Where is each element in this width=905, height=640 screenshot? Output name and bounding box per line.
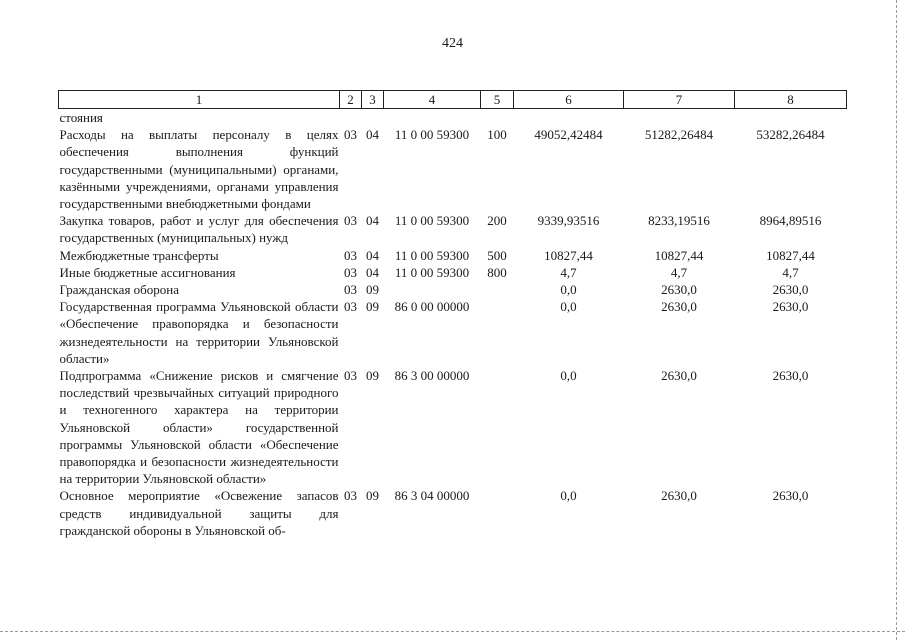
row-target-article: 86 3 04 00000 — [394, 488, 470, 504]
row-expense-type — [481, 281, 514, 298]
row-amount-year1: 0,0 — [560, 488, 577, 504]
row-amount-year2: 2630,0 — [661, 368, 697, 384]
row-amount-year1: 0,0 — [560, 299, 577, 315]
row-subsection-code: 04 — [366, 213, 379, 229]
row-description: стояния — [59, 110, 103, 125]
row-section-code: 03 — [344, 264, 357, 280]
row-target-article: 11 0 00 59300 — [394, 264, 470, 280]
table-row — [59, 126, 847, 212]
row-description: Иные бюджетные ассигнования — [59, 264, 236, 280]
scan-edge-bottom — [0, 630, 905, 632]
row-expense-type: 100 — [487, 127, 507, 143]
row-amount-year3: 8964,89516 — [759, 213, 822, 229]
row-section-code: 03 — [344, 127, 357, 143]
row-subsection-code: 09 — [366, 368, 379, 384]
row-target-article: 11 0 00 59300 — [394, 247, 470, 263]
row-subsection-code: 04 — [366, 264, 379, 280]
table-row — [59, 367, 847, 487]
row-target-article — [384, 281, 481, 298]
row-amount-year3: 2630,0 — [772, 299, 809, 315]
row-section-code: 03 — [344, 368, 357, 384]
row-description: Основное мероприятие «Освежение запасов средств индивидуальной защиты для гражданской обороны в Ульяновской об- — [59, 488, 339, 538]
row-amount-year3 — [735, 109, 847, 127]
row-amount-year2: 4,7 — [670, 264, 688, 280]
scan-edge-right — [895, 0, 897, 640]
row-description: Гражданская оборона — [59, 282, 180, 298]
row-amount-year3: 10827,44 — [766, 247, 815, 263]
col-header-8: 8 — [735, 91, 847, 109]
row-subsection-code — [362, 109, 384, 127]
row-subsection-code: 09 — [366, 488, 379, 504]
row-section-code: 03 — [344, 282, 357, 298]
table-body — [59, 109, 847, 540]
row-amount-year2: 8233,19516 — [648, 213, 710, 229]
row-target-article — [384, 109, 481, 127]
row-target-article: 11 0 00 59300 — [394, 127, 470, 143]
row-amount-year1: 4,7 — [560, 264, 577, 280]
table-row — [59, 247, 847, 264]
row-amount-year2: 2630,0 — [661, 299, 697, 315]
row-subsection-code: 04 — [366, 247, 379, 263]
table-row — [59, 109, 847, 127]
row-amount-year1: 9339,93516 — [537, 213, 600, 229]
header-row — [59, 91, 847, 109]
row-subsection-code: 09 — [366, 299, 379, 315]
row-section-code: 03 — [344, 488, 357, 504]
row-amount-year1: 10827,44 — [544, 247, 593, 263]
row-amount-year3: 2630,0 — [772, 368, 809, 384]
row-amount-year3: 2630,0 — [772, 488, 809, 504]
col-header-1: 1 — [59, 91, 340, 109]
row-expense-type: 200 — [487, 213, 507, 229]
budget-table — [58, 90, 847, 539]
row-amount-year2: 10827,44 — [654, 247, 704, 263]
col-header-7: 7 — [624, 91, 735, 109]
row-description: Закупка товаров, работ и услуг для обеспечения государственных (муниципальных) нужд — [59, 213, 339, 246]
table-row — [59, 212, 847, 246]
row-expense-type — [481, 109, 514, 127]
row-amount-year3: 2630,0 — [772, 282, 809, 298]
row-section-code: 03 — [344, 247, 357, 263]
table-row — [59, 281, 847, 298]
table-row — [59, 298, 847, 367]
row-target-article: 86 0 00 00000 — [394, 299, 470, 315]
row-expense-type — [481, 487, 514, 539]
row-expense-type: 500 — [487, 247, 507, 263]
row-amount-year1: 49052,42484 — [534, 127, 603, 143]
row-description: Государственная программа Ульяновской области «Обеспечение правопорядка и безопасности жизнедеятельности на территории Ульяновской области» — [59, 299, 339, 366]
row-amount-year1 — [514, 109, 624, 127]
row-amount-year2: 51282,26484 — [644, 127, 714, 143]
row-amount-year2 — [624, 109, 735, 127]
row-description: Расходы на выплаты персоналу в целях обеспечения выполнения функций государственными (муниципальными) органами, казёнными учреждениями, органами управления государственными внебюджетными фондами — [59, 127, 339, 212]
row-description: Подпрограмма «Снижение рисков и смягчение последствий чрезвычайных ситуаций природного и техногенного характера на территории Ульяновской области» государственной программы Ульяновской области «Обеспечение правопорядка и безопасности жизнедеятельности на территории Ульяновской области» — [59, 368, 339, 487]
col-header-4: 4 — [384, 91, 481, 109]
col-header-5: 5 — [481, 91, 514, 109]
row-expense-type — [481, 298, 514, 367]
row-subsection-code: 09 — [366, 282, 379, 298]
col-header-3: 3 — [362, 91, 384, 109]
row-amount-year2: 2630,0 — [661, 488, 697, 504]
row-amount-year1: 0,0 — [560, 368, 577, 384]
row-target-article: 86 3 00 00000 — [394, 368, 470, 384]
col-header-6: 6 — [514, 91, 624, 109]
row-expense-type — [481, 367, 514, 487]
page-number: 424 — [442, 36, 463, 51]
row-amount-year2: 2630,0 — [661, 282, 697, 298]
row-section-code: 03 — [344, 299, 357, 315]
row-description: Межбюджетные трансферты — [59, 247, 219, 263]
row-section-code: 03 — [344, 213, 357, 229]
row-amount-year3: 4,7 — [782, 264, 799, 280]
row-amount-year3: 53282,26484 — [756, 127, 825, 143]
row-target-article: 11 0 00 59300 — [394, 213, 470, 229]
col-header-2: 2 — [340, 91, 362, 109]
row-subsection-code: 04 — [366, 127, 379, 143]
row-expense-type: 800 — [487, 264, 507, 280]
table-row — [59, 487, 847, 539]
row-section-code — [340, 109, 362, 127]
table-row — [59, 264, 847, 281]
row-amount-year1: 0,0 — [560, 282, 577, 298]
